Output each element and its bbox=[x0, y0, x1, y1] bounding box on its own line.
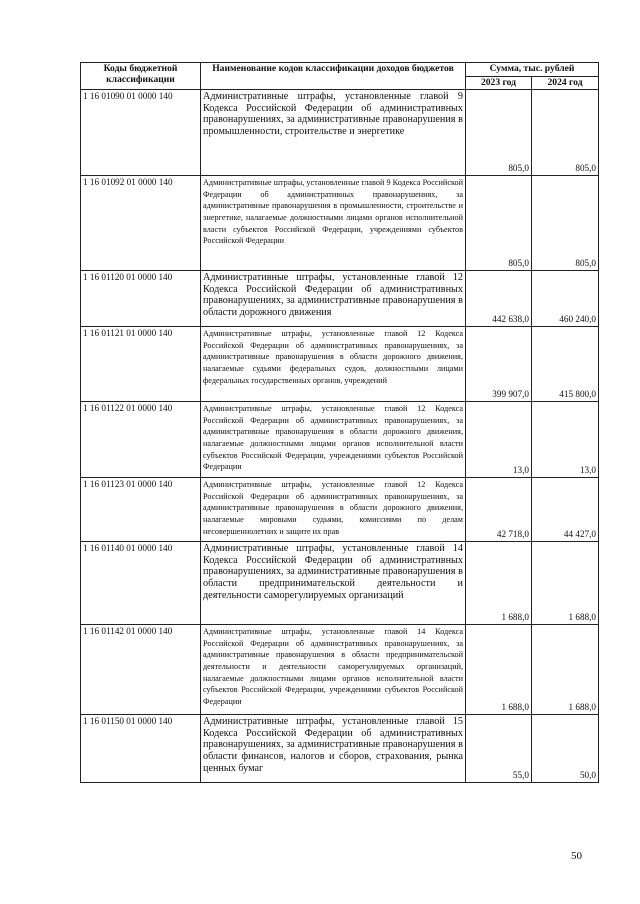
header-code: Коды бюджетной классификации bbox=[81, 63, 201, 90]
row-value-2023: 13,0 bbox=[466, 402, 532, 478]
row-value-2024: 13,0 bbox=[532, 402, 599, 478]
row-code: 1 16 01122 01 0000 140 bbox=[81, 402, 201, 478]
row-name: Административные штрафы, установленные главой 15 Кодекса Российской Федерации об административных правонарушениях, за административные правонарушения в области финансов, налогов и сборов, страхования, рынка ценных бумаг bbox=[201, 715, 466, 783]
row-name: Административные штрафы, установленные главой 12 Кодекса Российской Федерации об административных правонарушениях, за административные правонарушения в области дорожного движения bbox=[201, 271, 466, 327]
row-code: 1 16 01150 01 0000 140 bbox=[81, 715, 201, 783]
table-row bbox=[81, 271, 599, 327]
header-year-2023: 2023 год bbox=[466, 76, 532, 90]
row-value-2024: 805,0 bbox=[532, 90, 599, 176]
row-value-2024: 805,0 bbox=[532, 176, 599, 271]
header-sum: Сумма, тыс. рублей bbox=[466, 63, 599, 77]
table-row bbox=[81, 715, 599, 783]
row-code: 1 16 01092 01 0000 140 bbox=[81, 176, 201, 271]
row-name: Административные штрафы, установленные главой 14 Кодекса Российской Федерации об административных правонарушениях, за административные правонарушения в области предпринимательской деятельности и деятельности саморегулируемых организаций bbox=[201, 542, 466, 625]
row-name: Административные штрафы, установленные главой 12 Кодекса Российской Федерации об административных правонарушениях, за административные правонарушения в области дорожного движения, налагаемые мировыми судьями, комиссиями по делам несовершеннолетних и защите их прав bbox=[201, 478, 466, 542]
row-value-2023: 1 688,0 bbox=[466, 542, 532, 625]
row-value-2024: 1 688,0 bbox=[532, 542, 599, 625]
row-name: Административные штрафы, установленные главой 14 Кодекса Российской Федерации об административных правонарушениях, за административные правонарушения в области предпринимательской деятельности и деятельности саморегулируемых организаций, налагаемые должностными лицами органов исполнительной власти субъектов Российской Федерации, учреждениями субъектов Российской Федерации bbox=[201, 625, 466, 715]
revenue-classification-table bbox=[80, 62, 599, 783]
row-value-2024: 460 240,0 bbox=[532, 271, 599, 327]
row-value-2023: 55,0 bbox=[466, 715, 532, 783]
table-row bbox=[81, 625, 599, 715]
header-year-2024: 2024 год bbox=[532, 76, 599, 90]
row-value-2024: 1 688,0 bbox=[532, 625, 599, 715]
table-row bbox=[81, 327, 599, 402]
row-value-2024: 415 800,0 bbox=[532, 327, 599, 402]
table-row bbox=[81, 478, 599, 542]
header-name: Наименование кодов классификации доходов бюджетов bbox=[201, 63, 466, 90]
row-code: 1 16 01123 01 0000 140 bbox=[81, 478, 201, 542]
row-value-2023: 1 688,0 bbox=[466, 625, 532, 715]
row-name: Административные штрафы, установленные главой 9 Кодекса Российской Федерации об административных правонарушениях, за административные правонарушения в промышленности, строительстве и энергетике bbox=[201, 90, 466, 176]
row-code: 1 16 01121 01 0000 140 bbox=[81, 327, 201, 402]
row-value-2024: 50,0 bbox=[532, 715, 599, 783]
row-code: 1 16 01142 01 0000 140 bbox=[81, 625, 201, 715]
page-number: 50 bbox=[571, 850, 582, 862]
row-value-2023: 399 907,0 bbox=[466, 327, 532, 402]
table-row bbox=[81, 90, 599, 176]
row-value-2023: 42 718,0 bbox=[466, 478, 532, 542]
row-name: Административные штрафы, установленные главой 12 Кодекса Российской Федерации об административных правонарушениях, за административные правонарушения в области дорожного движения, налагаемые судьями федеральных судов, должностными лицами федеральных государственных органов, учреждений bbox=[201, 327, 466, 402]
row-value-2023: 442 638,0 bbox=[466, 271, 532, 327]
row-code: 1 16 01090 01 0000 140 bbox=[81, 90, 201, 176]
row-name: Административные штрафы, установленные главой 9 Кодекса Российской Федерации об административных правонарушениях, за административные правонарушения в промышленности, строительстве и энергетике, налагаемые должностными лицами органов исполнительной власти субъектов Российской Федерации, учреждениями субъектов Российской Федерации bbox=[201, 176, 466, 271]
table-row bbox=[81, 176, 599, 271]
row-value-2023: 805,0 bbox=[466, 90, 532, 176]
table-header-row bbox=[81, 63, 599, 77]
table-row bbox=[81, 402, 599, 478]
table-row bbox=[81, 542, 599, 625]
row-name: Административные штрафы, установленные главой 12 Кодекса Российской Федерации об административных правонарушениях, за административные правонарушения в области дорожного движения, налагаемые должностными лицами органов исполнительной власти субъектов Российской Федерации, учреждениями субъектов Российской Федерации bbox=[201, 402, 466, 478]
row-value-2024: 44 427,0 bbox=[532, 478, 599, 542]
row-code: 1 16 01120 01 0000 140 bbox=[81, 271, 201, 327]
row-value-2023: 805,0 bbox=[466, 176, 532, 271]
row-code: 1 16 01140 01 0000 140 bbox=[81, 542, 201, 625]
